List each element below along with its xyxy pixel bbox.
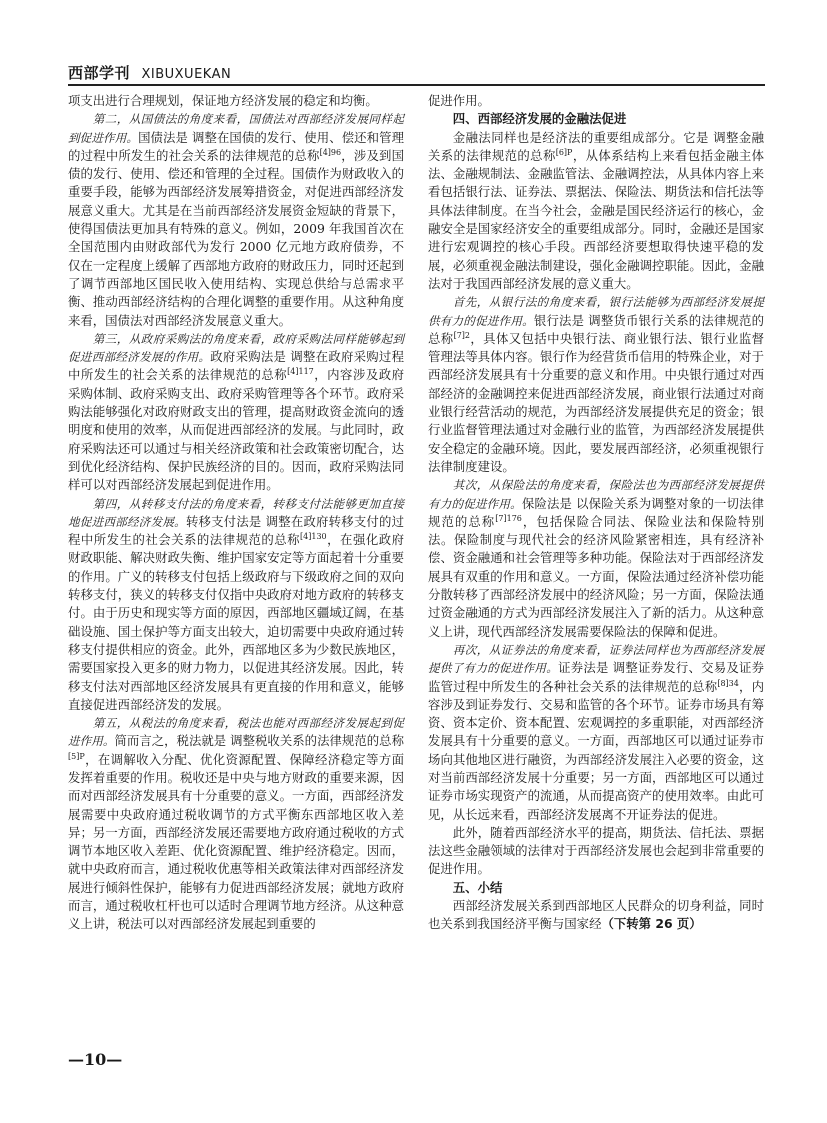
citation: [4]117 [287,367,314,377]
citation: [7]176 [495,513,522,523]
journal-title: 西部学刊 XIBUXUEKAN [68,64,232,82]
citation: [4]130 [300,532,327,541]
header-rule [68,84,765,86]
continued-note: （下转第 26 页） [601,916,702,932]
paragraph-tax-law: 第五，从税法的角度来看，税法也能对西部经济发展起到促进作用。简而言之，税法就是 调整税收关系的法律规范的总称$^{[5]P}$，在调解收入分配、优化资源配置、保障经济稳定等方面发挥着重要的作用。税收还是中央与地方财政的重要来源，因而对西部经济发展具有十分重要的意义。一方面，西部经济发展需要中央政府通过税收调节的方式平衡东西部地区收入差异；另一方面，西部经济发展还需要地方政府通过税收的方式调节本地区收入差距、优化资源配置、维护经济稳定。因而，就中央政府而言，通过税收优惠等相关政策法律对西部经济发展进行倾斜性保护，能够有力促进西部经济发展；就地方政府而言，通过税收杠杆也可以适时合理调节地方经济。从这种意义上讲，税法可以对西部经济发展起到重要的 [68,716,404,932]
paragraph-transfer-payment-law: 第四，从转移支付法的角度来看，转移支付法能够更加直接地促进西部经济发展。转移支付法是 调整在政府转移支付的过程中所发生的社会关系的法律规范的总称$^{[4]130}$，在强化政府财政职能、解决财政失衡、维护国家安定等方面起着十分重要的作用。广义的转移支付包括上级政府与下级政府之间的双向转移支付，狭义的转移支付仅指中央政府对地方政府的转移支付。由于历史和现实等方面的原因，西部地区疆域辽阔，在基础设施、国土保护等方面支出较大，迫切需要中央政府通过转移支付提供相应的资金。此外，西部地区多为少数民族地区，需要国家投入更多的财力物力，以促进其经济发展。因此，转移支付法对西部地区经济发展具有更直接的作用和意义，能够直接促进西部经济发的发展。 [68,496,405,712]
paragraph-other-laws: 此外，随着西部经济水平的提高，期货法、信托法、票据法这些金融领域的法律对于西部经济发展也会起到非常重要的促进作用。 [428,824,764,877]
page-number: —10— [68,1050,123,1069]
section-heading-4: 四、西部经济发展的金融法促进 [452,111,627,127]
paragraph-financial-law: 金融法同样也是经济法的重要组成部分。它是 调整金融关系的法律规范的总称$^{[6]P}$，从体系结构上来看包括金融主体法、金融规制法、金融监管法、金融调控法，从具体内容上来看包括银行法、证券法、票据法、保险法、期货法和信托法等具体法律制度。在当今社会，金融是国民经济运行的核心，金融安全是国家经济安全的重要组成部分。同时，金融还是国家进行宏观调控的核心手段。西部经济要想取得快速平稳的发展，必须重视金融法制建设，强化金融调控职能。因此，金融法对于我国西部经济发展的意义重大。 [428,129,765,291]
paragraph-securities-law: 再次，从证券法的角度来看，证券法同样也为西部经济发展提供了有力的促进作用。证券法是 调整证券发行、交易及证券监管过程中所发生的各种社会关系的法律规范的总称$^{[8]34}$，内容涉及到证券发行、交易和监管的各个环节。证券市场具有筹资、资本定价、资本配置、宏观调控的多重职能，对西部经济发展具有十分重要的意义。一方面，西部地区可以通过证券市场向其他地区进行融资，为西部经济发展注入必要的资金，这对当前西部经济发展十分重要；另一方面，西部地区可以通过证券市场实现资产的流通，从而提高资产的使用效率。由此可见，从长远来看，西部经济发展离不开证券法的促进。 [428,642,765,822]
paragraph-national-debt-law: 第二，从国债法的角度来看，国债法对西部经济发展同样起到促进作用。国债法是 调整在国债的发行、使用、偿还和管理的过程中所发生的社会关系的法律规范的总称$^{[4]96}$，涉及到国债的发行、使用、偿还和管理的全过程。国债作为财政收入的重要手段，能够为西部经济发展筹措资金，对促进西部经济发展意义重大。尤其是在当前西部经济发展资金短缺的背景下，使得国债法更加具有特殊的意义。例如，2009 年我国首次在全国范围内由财政部代为发行 2000 亿元地方政府债券，不仅在一定程度上缓解了西部地方政府的财政压力，同时还起到了调节西部地区国民收入使用结构、实现总供给与总需求平衡、推动西部经济结构的合理化调整的重要作用。从这种角度来看，国债法对西部经济发展意义重大。 [68,112,405,328]
paragraph: 项支出进行合理规划，保证地方经济发展的稳定和均衡。 [68,93,378,108]
paragraph-summary: 西部经济发展关系到西部地区人民群众的切身利益，同时也关系到我国经济平衡与国家经（下转第 26 页） [428,898,764,932]
citation: [4]96 [319,147,342,157]
paragraph-procurement-law: 第三，从政府采购法的角度来看，政府采购法同样能够起到促进西部经济发展的作用。政府采购法是 调整在政府采购过程中所发生的社会关系的法律规范的总称$^{[4]117}$，内容涉及政府采购体制、政府采购支出、政府采购管理等各个环节。政府采购法能够强化对政府财政支出的管理，提高财政资金流向的透明度和使用的效率，从而促进西部经济的发展。与此同时，政府采购法还可以通过与相关经济政策和社会政策密切配合，达到优化经济结构、保护民族经济的目的。因而，政府采购法同样可以对西部经济发展起到促进作用。 [68,331,405,493]
running-header [68,62,765,84]
paragraph-insurance-law: 其次，从保险法的角度来看，保险法也为西部经济发展提供有力的促进作用。保险法是 以保险关系为调整对象的一切法律规范的总称$^{[7]176}$，包括保险合同法、保险业法和保险特别法。保险制度与现代社会的经济风险紧密相连，具有经济补偿、资金融通和社会管理等多种功能。保险法对于西部经济发展具有双重的作用和意义。一方面，保险法通过经济补偿功能分散转移了西部经济发展中的经济风险；另一方面，保险法通过资金融通的方式为西部经济发展注入了新的活力。从这种意义上讲，现代西部经济发展需要保险法的保障和促进。 [428,478,765,639]
left-column [68,92,404,934]
citation: [5]P [68,751,85,761]
paragraph: 促进作用。 [428,93,490,108]
section-heading-5: 五、小结 [452,879,503,895]
citation: [6]P [555,147,573,157]
citation: [7]2 [453,330,470,340]
paragraph-banking-law: 首先，从银行法的角度来看，银行法能够为西部经济发展提供有力的促进作用。银行法是 调整货币银行关系的法律规范的总称$^{[7]2}$，具体又包括中央银行法、商业银行法、银行业监督管理法等具体内容。银行作为经营货币信用的特殊企业，对于西部经济发展具有十分重要的意义和作用。中央银行通过对西部经济的金融调控来促进西部经济发展，商业银行法通过对商业银行经营活动的规范，为西部经济发展提供充足的资金；银行业监督管理法通过对金融行业的监管，为西部经济发展提供安全稳定的金融环境。因此，要发展西部经济，必须重视银行法律制度建设。 [428,295,765,474]
right-column [428,92,764,934]
citation: [8]34 [717,678,739,688]
